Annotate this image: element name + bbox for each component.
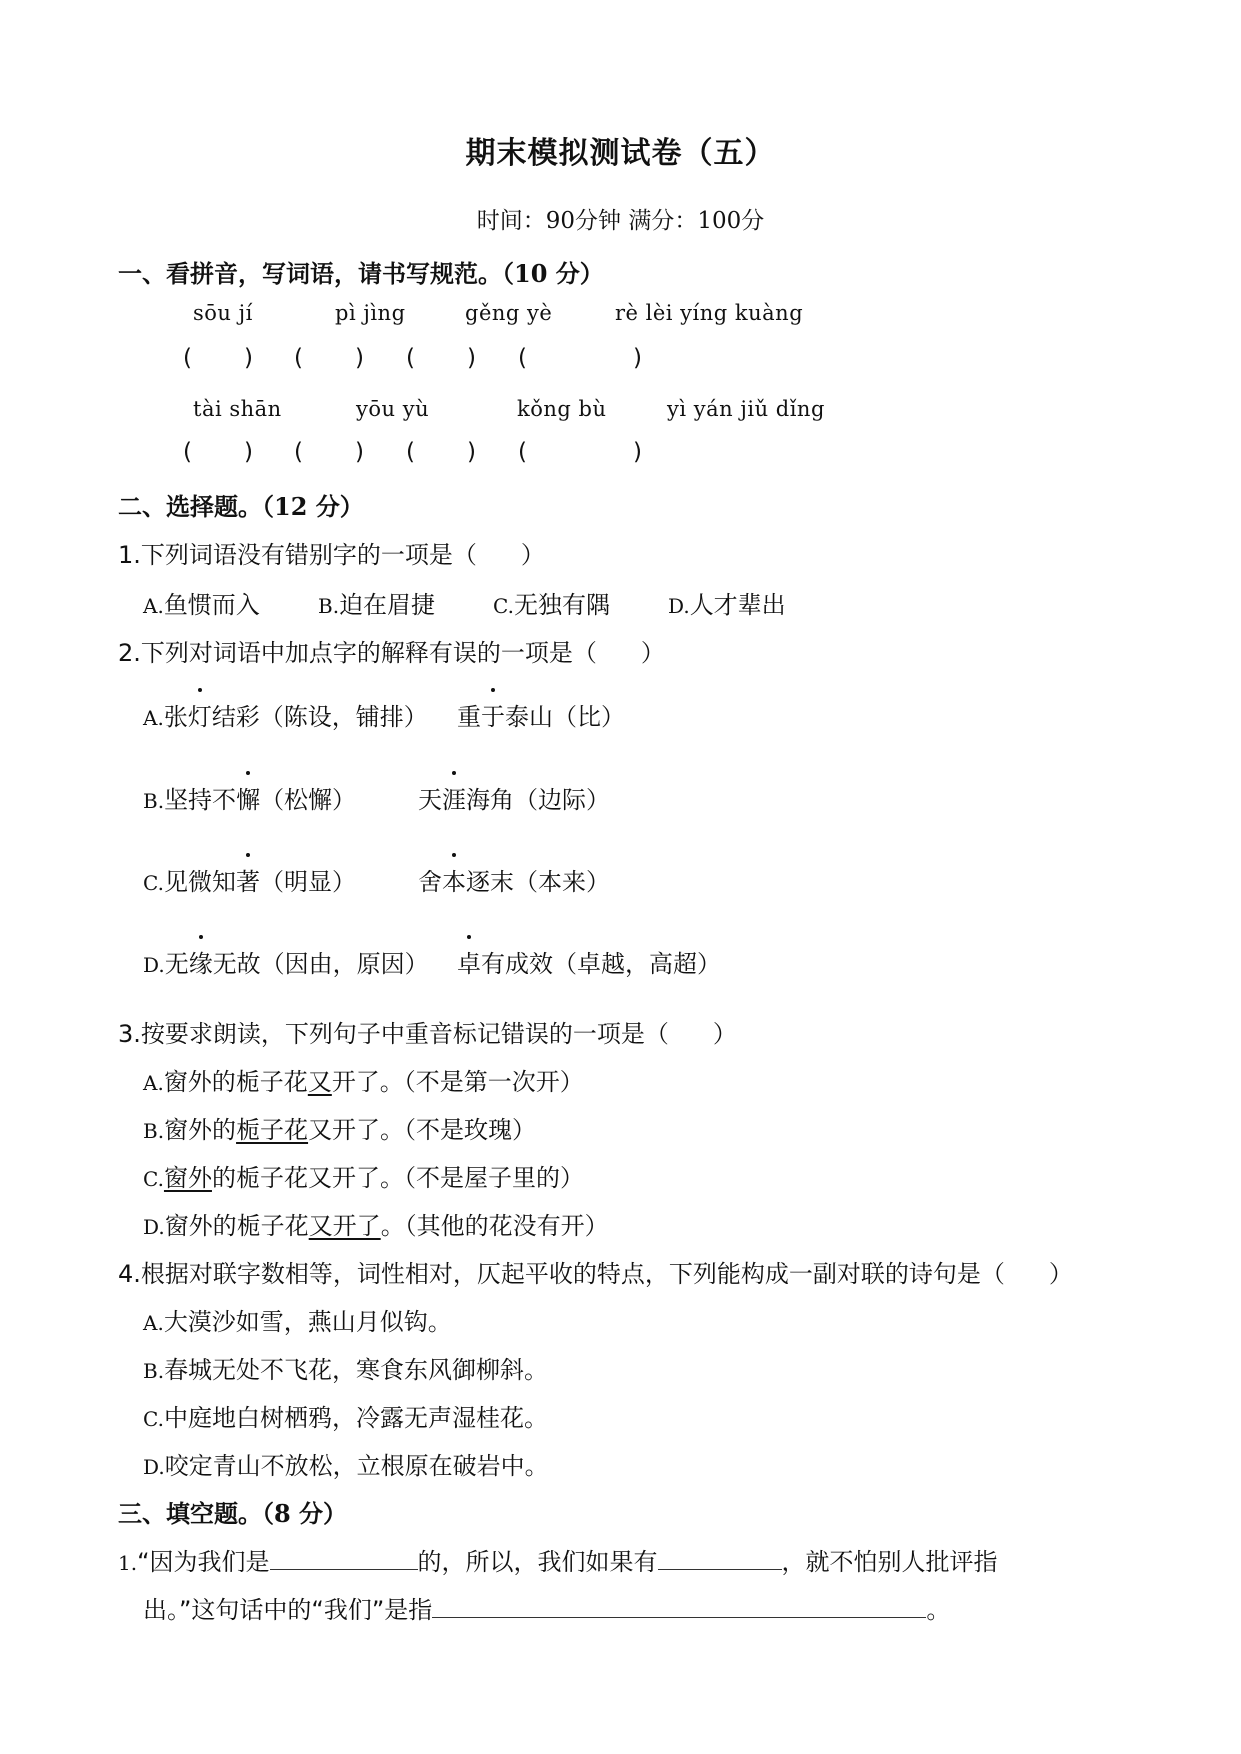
score-value: 100 [697, 208, 742, 234]
pinyin-2-4: yì yán jiǔ dǐng [667, 397, 825, 421]
fill-blank-2[interactable] [658, 1547, 782, 1570]
q2-option-c[interactable]: C.见微知著（明显） [143, 862, 356, 897]
stress-mark: 又 [307, 1068, 332, 1096]
stress-mark: 又开了 [308, 1212, 381, 1240]
section1-heading: 一、看拼音，写词语，请书写规范。（10 分） [118, 259, 604, 288]
q2-option-a-word2: 重于泰山（比） [457, 697, 625, 732]
answer-paren-1-4[interactable]: ( ) [518, 345, 642, 371]
answer-paren-2-1[interactable]: ( ) [183, 439, 253, 465]
time-value: 90 [545, 208, 576, 234]
q2-option-c-word2: 舍本逐末（本来） [418, 862, 610, 897]
q3-option-a[interactable]: A.窗外的栀子花又开了。（不是第一次开） [143, 1068, 584, 1096]
fill-blank-3[interactable] [432, 1595, 926, 1618]
answer-paren-2-3[interactable]: ( ) [406, 439, 476, 465]
pinyin-2-2: yōu yù [356, 397, 430, 421]
pinyin-1-2: pì jìng [335, 301, 406, 325]
question-2-stem: 2.下列对词语中加点字的解释有误的一项是（ ） [118, 639, 665, 667]
dotted-char: 灯 [188, 697, 212, 732]
dotted-char: 著 [236, 862, 260, 897]
q1-option-c[interactable]: C.无独有隅 [493, 591, 610, 619]
q1-option-a[interactable]: A.鱼惯而入 [143, 591, 260, 619]
stress-mark: 栀子花 [236, 1116, 309, 1144]
answer-paren-2-4[interactable]: ( ) [518, 439, 642, 465]
dotted-char: 于 [481, 697, 505, 732]
score-label: 满分： [628, 208, 698, 234]
q2-option-b-word2: 天涯海角（边际） [418, 780, 610, 815]
stress-mark: 窗外 [163, 1164, 212, 1192]
dotted-char: 缘 [189, 944, 213, 979]
section1-points: （10 分） [502, 259, 604, 288]
section2-heading: 二、选择题。（12 分） [118, 492, 364, 521]
q4-option-d[interactable]: D.咬定青山不放松，立根原在破岩中。 [143, 1452, 549, 1480]
question-4-stem: 4.根据对联字数相等，词性相对，仄起平收的特点，下列能构成一副对联的诗句是（ ） [118, 1260, 1073, 1288]
fill-question-1-line2: 出。”这句话中的“我们”是指 。 [143, 1596, 951, 1624]
q3-option-c[interactable]: C.窗外的栀子花又开了。（不是屋子里的） [143, 1164, 584, 1192]
answer-paren-1-3[interactable]: ( ) [406, 345, 476, 371]
q4-option-a[interactable]: A.大漠沙如雪，燕山月似钩。 [143, 1308, 452, 1336]
dotted-char: 卓 [457, 944, 481, 979]
score-unit: 分 [741, 208, 765, 234]
time-unit: 分钟 [575, 208, 622, 234]
q3-option-d[interactable]: D.窗外的栀子花又开了。（其他的花没有开） [143, 1212, 609, 1240]
pinyin-1-1: sōu jí [193, 301, 253, 325]
q1-option-b[interactable]: B.迫在眉捷 [318, 591, 436, 619]
answer-paren-2-2[interactable]: ( ) [294, 439, 364, 465]
q3-option-b[interactable]: B.窗外的栀子花又开了。（不是玫瑰） [143, 1116, 537, 1144]
pinyin-1-4: rè lèi yíng kuàng [615, 301, 804, 325]
fill-question-1: 1.“因为我们是 的，所以，我们如果有 ，就不怕别人批评指 [118, 1548, 998, 1576]
section3-heading: 三、填空题。（8 分） [118, 1499, 348, 1528]
pinyin-2-3: kǒng bù [517, 397, 607, 421]
fill-blank-1[interactable] [270, 1547, 418, 1570]
q2-option-d-word2: 卓有成效（卓越，高超） [457, 944, 721, 979]
q2-option-a[interactable]: A.张灯结彩（陈设，铺排） [143, 697, 428, 732]
dotted-char: 本 [442, 862, 466, 897]
question-3-stem: 3.按要求朗读，下列句子中重音标记错误的一项是（ ） [118, 1020, 737, 1048]
q4-option-b[interactable]: B.春城无处不飞花，寒食东风御柳斜。 [143, 1356, 549, 1384]
time-score-info [0, 202, 1241, 235]
pinyin-2-1: tài shān [193, 397, 282, 421]
section2-points: （12 分） [262, 492, 364, 521]
page-title: 期末模拟测试卷（五） [465, 136, 776, 171]
pinyin-1-3: gěng yè [465, 301, 553, 325]
dotted-char: 懈 [236, 780, 260, 815]
dotted-char: 涯 [442, 780, 466, 815]
q2-option-d[interactable]: D.无缘无故（因由，原因） [143, 944, 429, 979]
q1-option-d[interactable]: D.人才辈出 [668, 591, 786, 619]
answer-paren-1-1[interactable]: ( ) [183, 345, 253, 371]
q4-option-c[interactable]: C.中庭地白树栖鸦，冷露无声湿桂花。 [143, 1404, 548, 1432]
time-label: 时间： [476, 208, 546, 234]
q2-option-b[interactable]: B.坚持不懈（松懈） [143, 780, 356, 815]
question-1-stem: 1.下列词语没有错别字的一项是（ ） [118, 541, 545, 569]
section3-points: （8 分） [262, 1499, 348, 1528]
answer-paren-1-2[interactable]: ( ) [294, 345, 364, 371]
